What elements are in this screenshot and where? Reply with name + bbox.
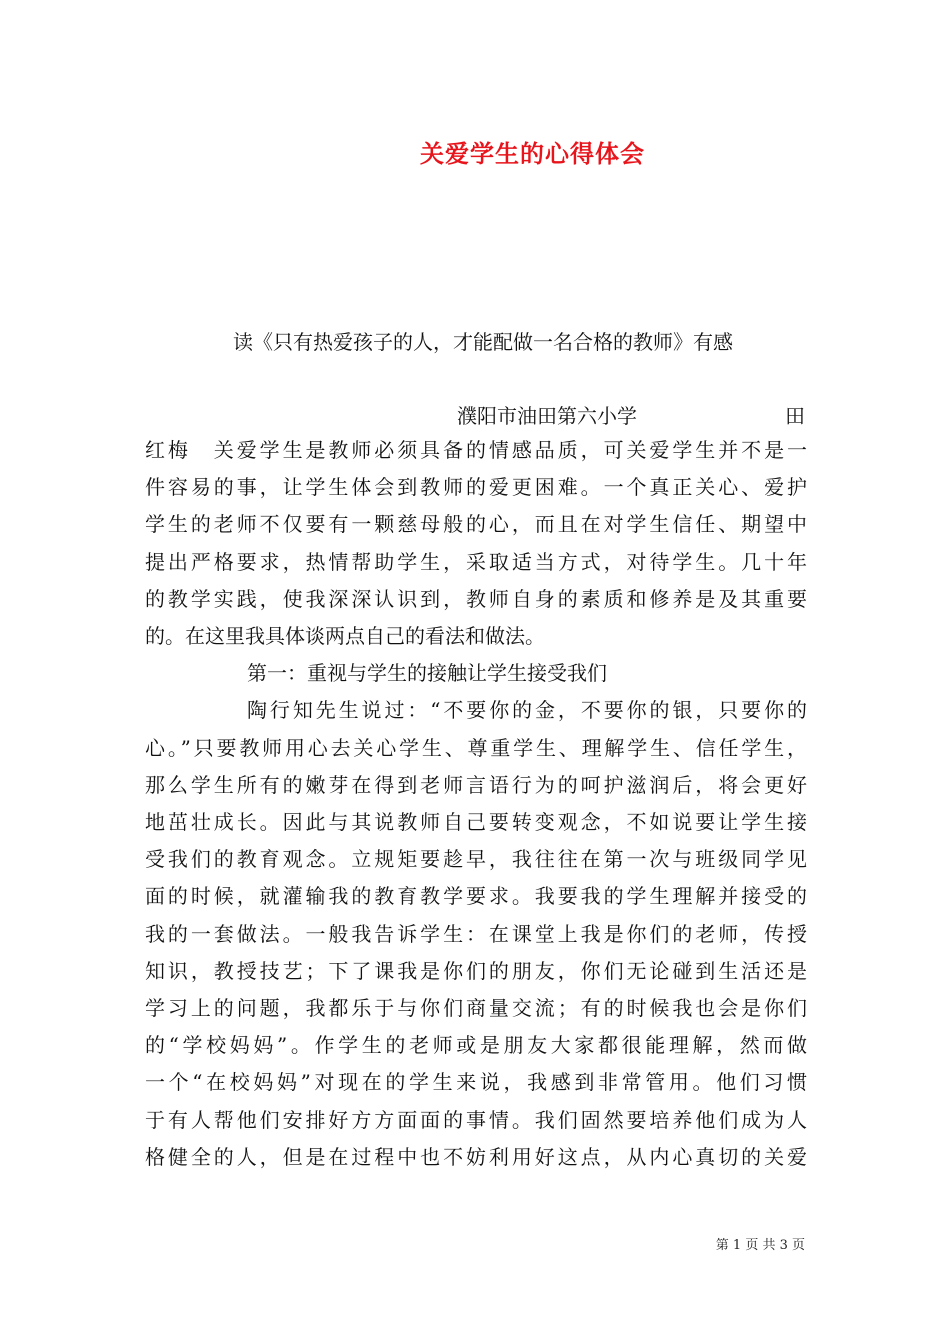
- text-line: 一个“在校妈妈”对现在的学生来说，我感到非常管用。他们习惯: [145, 1070, 807, 1095]
- text-line: 格健全的人，但是在过程中也不妨利用好这点，从内心真切的关爱: [145, 1144, 807, 1169]
- text-line: 那么学生所有的嫩芽在得到老师言语行为的呵护滋润后，将会更好: [145, 772, 807, 797]
- text-line: 学习上的问题，我都乐于与你们商量交流；有的时候我也会是你们: [145, 996, 807, 1021]
- text-line: 受我们的教育观念。立规矩要趁早，我往往在第一次与班级同学见: [145, 847, 807, 872]
- section-heading: 第一：重视与学生的接触让学生接受我们: [247, 661, 607, 686]
- text-line: 红梅 关爱学生是教师必须具备的情感品质，可关爱学生并不是一: [145, 438, 807, 462]
- author-surname: 田: [785, 404, 805, 428]
- document-subtitle: 读《只有热爱孩子的人，才能配做一名合格的教师》有感: [233, 330, 733, 354]
- text-line: 我的一套做法。一般我告诉学生：在课堂上我是你们的老师，传授: [145, 921, 807, 946]
- page-number-footer: 第 1 页 共 3 页: [715, 1238, 805, 1253]
- text-line: 的教学实践，使我深深认识到，教师自身的素质和修养是及其重要: [145, 586, 807, 611]
- text-line: 提出严格要求，热情帮助学生，采取适当方式，对待学生。几十年: [145, 549, 807, 574]
- text-line: 件容易的事，让学生体会到教师的爱更困难。一个真正关心、爱护: [145, 475, 807, 500]
- text-line: 的。在这里我具体谈两点自己的看法和做法。: [145, 624, 545, 649]
- author-school: 濮阳市油田第六小学: [457, 404, 637, 428]
- document-title: 关爱学生的心得体会: [420, 139, 645, 168]
- text-line: 学生的老师不仅要有一颗慈母般的心，而且在对学生信任、期望中: [145, 512, 807, 537]
- text-line: 知识，教授技艺；下了课我是你们的朋友，你们无论碰到生活还是: [145, 958, 807, 983]
- text-line: 面的时候，就灌输我的教育教学要求。我要我的学生理解并接受的: [145, 884, 807, 909]
- text-line: 地茁壮成长。因此与其说教师自己要转变观念，不如说要让学生接: [145, 810, 807, 835]
- text-line: 于有人帮他们安排好方方面面的事情。我们固然要培养他们成为人: [145, 1107, 807, 1132]
- text-line: 陶行知先生说过：“不要你的金，不要你的银，只要你的: [247, 698, 807, 723]
- paragraph-intro: [145, 432, 807, 1176]
- text-line: 心。”只要教师用心去关心学生、尊重学生、理解学生、信任学生，: [145, 735, 807, 760]
- text-line: 的“学校妈妈”。作学生的老师或是朋友大家都很能理解，然而做: [145, 1033, 807, 1058]
